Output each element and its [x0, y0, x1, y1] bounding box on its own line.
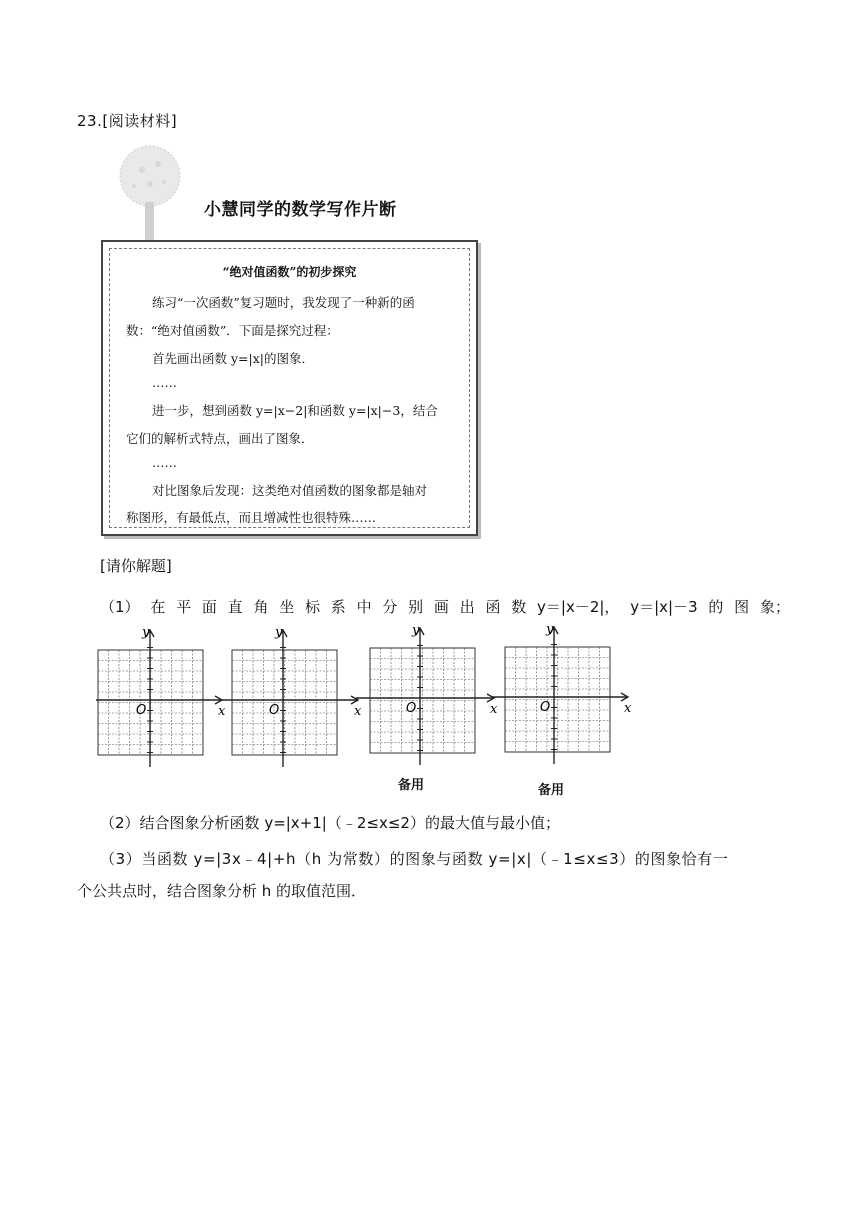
- q1-part: 图: [734, 598, 750, 616]
- essay-line: 数：“绝对值函数”．下面是探究过程：: [126, 323, 339, 338]
- question-3-line-1: （3）当函数 y=|3x﹣4|+h（h 为常数）的图象与函数 y=|x|（﹣1≤x≤3）的图象恰有一: [100, 850, 729, 868]
- y-axis-label: y: [275, 625, 283, 640]
- q1-part: 角: [253, 598, 269, 616]
- q1-part: 的: [708, 598, 724, 616]
- q1-part: 在: [150, 598, 166, 616]
- x-axis-label: x: [218, 704, 226, 719]
- coordinate-grid-3: [356, 623, 498, 765]
- origin-label: O: [406, 701, 417, 716]
- q1-part: 标: [305, 598, 321, 616]
- essay-line: 进一步，想到函数 y=|x−2|和函数 y=|x|−3，结合: [152, 403, 438, 418]
- x-axis-label: x: [354, 704, 362, 719]
- solve-label: [请你解题]: [100, 557, 172, 575]
- origin-label: O: [136, 703, 147, 718]
- coordinate-grids: [0, 615, 860, 800]
- spare-label-2: 备用: [538, 783, 565, 798]
- q1-part: 画: [433, 598, 449, 616]
- essay-line: 称图形，有最低点，而且增减性也很特殊……: [126, 510, 377, 525]
- essay-line: 对比图象后发现：这类绝对值函数的图象都是轴对: [152, 483, 428, 498]
- q1-part: （1）: [100, 598, 140, 616]
- y-axis-label: y: [546, 622, 554, 637]
- question-2: （2）结合图象分析函数 y=|x+1|（﹣2≤x≤2）的最大值与最小值；: [100, 814, 560, 832]
- q1-part: 数: [511, 598, 527, 616]
- essay-title: “绝对值函数”的初步探究: [222, 265, 357, 279]
- essay-line: ……: [152, 375, 177, 390]
- coordinate-grid-2: [220, 625, 362, 767]
- essay-line: ……: [152, 455, 177, 470]
- q1-part: y＝|x－2|，: [537, 598, 620, 616]
- origin-label: O: [540, 700, 551, 715]
- q1-part: 面: [201, 598, 217, 616]
- y-axis-label: y: [412, 623, 420, 638]
- q1-part: 中: [356, 598, 372, 616]
- question-1: [100, 596, 790, 617]
- spare-label-1: 备用: [398, 778, 425, 793]
- q1-part: y＝|x|－3: [630, 598, 698, 616]
- q1-part: 象；: [759, 598, 790, 616]
- tree-illustration: [114, 140, 184, 252]
- coordinate-grid-1: [96, 625, 226, 767]
- q1-part: 分: [382, 598, 398, 616]
- reading-card: [101, 240, 478, 536]
- essay-line: 首先画出函数 y=|x|的图象．: [152, 351, 314, 366]
- y-axis-label: y: [142, 625, 150, 640]
- coordinate-grid-4: [492, 622, 632, 764]
- card-border: [109, 248, 470, 528]
- card-header: 小慧同学的数学写作片断: [204, 200, 397, 220]
- essay-line: 它们的解析式特点，画出了图象．: [126, 431, 314, 446]
- q1-part: 直: [227, 598, 243, 616]
- question-number: 23.[阅读材料]: [77, 112, 178, 130]
- q1-part: 出: [459, 598, 475, 616]
- q1-part: 坐: [279, 598, 295, 616]
- question-3-line-2: 个公共点时，结合图象分析 h 的取值范围．: [77, 882, 367, 900]
- q1-part: 别: [408, 598, 424, 616]
- essay-line: 练习“一次函数”复习题时，我发现了一种新的函: [152, 295, 415, 310]
- q1-part: 函: [485, 598, 501, 616]
- q1-part: 系: [330, 598, 346, 616]
- x-axis-label: x: [490, 702, 498, 717]
- x-axis-label: x: [624, 701, 632, 716]
- origin-label: O: [269, 703, 280, 718]
- q1-part: 平: [176, 598, 192, 616]
